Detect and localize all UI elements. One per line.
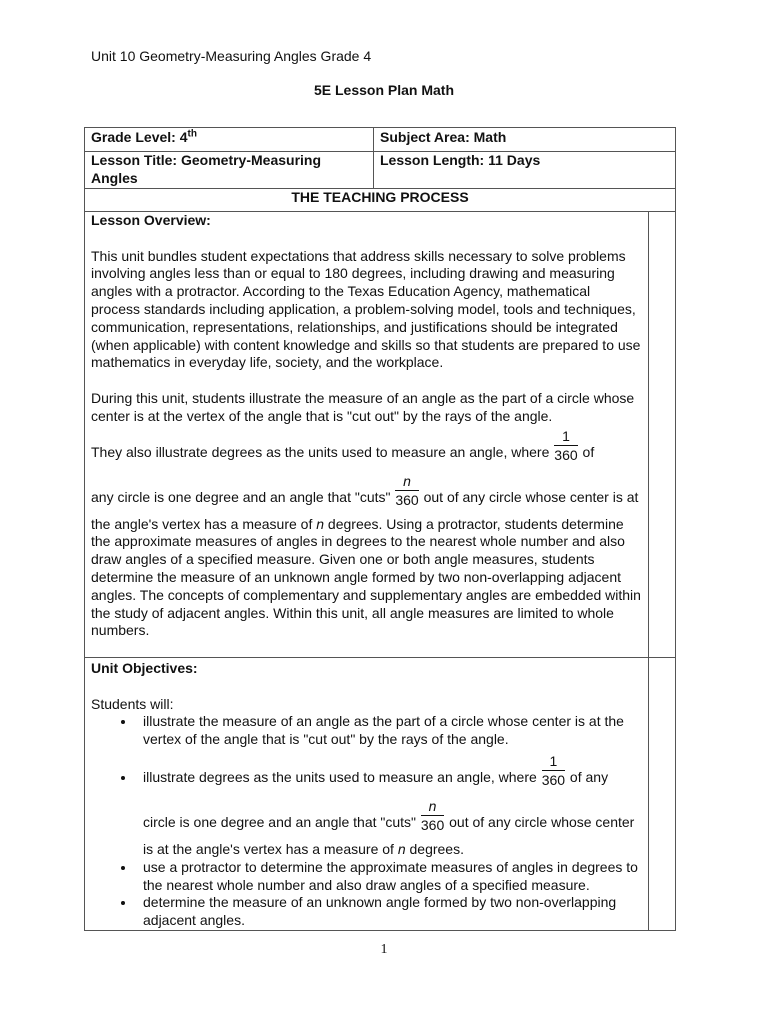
objective-text-d: out of any circle whose center is at the angle's vertex has a measure of bbox=[143, 814, 635, 857]
unit-objectives-cell bbox=[85, 658, 649, 931]
objective-text-a: illustrate degrees as the units used to measure an angle, where bbox=[143, 769, 541, 786]
fraction-numerator: 1 bbox=[554, 428, 577, 446]
teaching-process-header bbox=[85, 189, 676, 212]
lesson-plan-table bbox=[84, 127, 676, 931]
grade-level-label: Grade Level: 4 bbox=[91, 129, 188, 145]
objective-item bbox=[136, 713, 642, 749]
variable-n: n bbox=[403, 472, 411, 489]
grade-level-cell bbox=[85, 128, 374, 152]
objective-item bbox=[136, 859, 642, 895]
lesson-title-cell bbox=[85, 152, 374, 189]
objective-text-e: degrees. bbox=[405, 840, 464, 857]
fraction-numerator: 1 bbox=[542, 753, 565, 771]
lesson-overview-cell bbox=[85, 212, 649, 658]
fraction-numerator bbox=[421, 798, 444, 816]
objective-text: illustrate the measure of an angle as the part of a circle whose center is at the vertex of the angle that is "cut out" by the rays of the angle. bbox=[143, 713, 624, 748]
objective-text-b: of any bbox=[566, 769, 609, 786]
objective-item bbox=[136, 894, 642, 930]
objectives-intro: Students will: bbox=[91, 695, 174, 712]
variable-n: n bbox=[428, 797, 437, 814]
fraction-denominator: 360 bbox=[420, 816, 445, 833]
teaching-process-label: THE TEACHING PROCESS bbox=[291, 189, 469, 205]
grade-level-sup: th bbox=[187, 128, 197, 140]
overview-paragraph-1: This unit bundles student expectations that address skills necessary to solve problems involving angles less than or equal to 180 degrees, including drawing and measuring angles with a protractor. According to the Texas Education Agency, mathematical process standards including application, a problem-solving model, tools and techniques, communication, representations, relationships, and justifications should be integrated (when applicable) with content knowledge and skills so that students are prepared to use mathematics in everyday life, society, and the workplace. bbox=[91, 247, 641, 371]
unit-objectives-heading: Unit Objectives: bbox=[91, 660, 198, 676]
fraction-n-over-360 bbox=[395, 473, 418, 508]
lesson-length-label: Lesson Length: 11 Days bbox=[380, 152, 541, 168]
fraction-denominator: 360 bbox=[395, 491, 419, 508]
variable-n: n bbox=[397, 840, 406, 857]
lesson-title-label: Lesson Title: Geometry-Measuring Angles bbox=[91, 152, 322, 186]
fraction-denominator: 360 bbox=[541, 771, 566, 788]
lesson-length-cell bbox=[374, 152, 676, 189]
overview-p4-text-b: out of any circle whose center is at the angle's vertex has a measure of bbox=[91, 488, 639, 532]
fraction-1-over-360 bbox=[554, 428, 577, 463]
objective-text: use a protractor to determine the approximate measures of angles in degrees to the nearest whole number and also draw angles of a specified measure. bbox=[143, 858, 638, 893]
overview-p4-text-a: any circle is one degree and an angle that "cuts" bbox=[91, 488, 395, 505]
fraction-n-over-360 bbox=[421, 798, 444, 833]
overview-p4-text-c: degrees. Using a protractor, students determine the approximate measures of angles in degrees to the nearest whole number and also draw angles of a specified measure. Given one or both angle measures, students determine the measure of an unknown angle formed by two non-overlapping adjacent angles. The concepts of complementary and supplementary angles are embedded within the study of adjacent angles. Within this unit, all angle measures are limited to whole numbers. bbox=[91, 515, 641, 639]
overview-paragraph-2: During this unit, students illustrate the measure of an angle as the part of a circle whose center is at the vertex of the angle that is "cut out" by the rays of the angle. bbox=[91, 389, 635, 424]
variable-n: n bbox=[316, 515, 325, 532]
fraction-numerator bbox=[395, 473, 418, 491]
fraction-1-over-360 bbox=[542, 753, 565, 788]
page-number: 1 bbox=[380, 942, 388, 957]
objective-text-c: circle is one degree and an angle that "cuts" bbox=[143, 814, 420, 831]
overview-paragraph-3 bbox=[91, 427, 642, 471]
subject-area-cell bbox=[374, 128, 676, 152]
objective-text: determine the measure of an unknown angle formed by two non-overlapping adjacent angles. bbox=[143, 894, 617, 929]
unit-header: Unit 10 Geometry-Measuring Angles Grade 4 bbox=[91, 48, 372, 64]
side-column-cell bbox=[649, 658, 676, 931]
document-title: 5E Lesson Plan Math bbox=[313, 82, 455, 98]
overview-paragraph-4 bbox=[91, 472, 642, 641]
objectives-list bbox=[91, 713, 642, 930]
overview-p3-text-a: They also illustrate degrees as the units used to measure an angle, where bbox=[91, 443, 554, 460]
fraction-denominator: 360 bbox=[554, 446, 578, 463]
objective-item bbox=[136, 752, 642, 859]
overview-p3-text-b: of bbox=[578, 443, 595, 460]
subject-area-label: Subject Area: Math bbox=[380, 129, 507, 145]
lesson-overview-heading: Lesson Overview: bbox=[91, 212, 211, 228]
side-column-cell bbox=[649, 212, 676, 658]
